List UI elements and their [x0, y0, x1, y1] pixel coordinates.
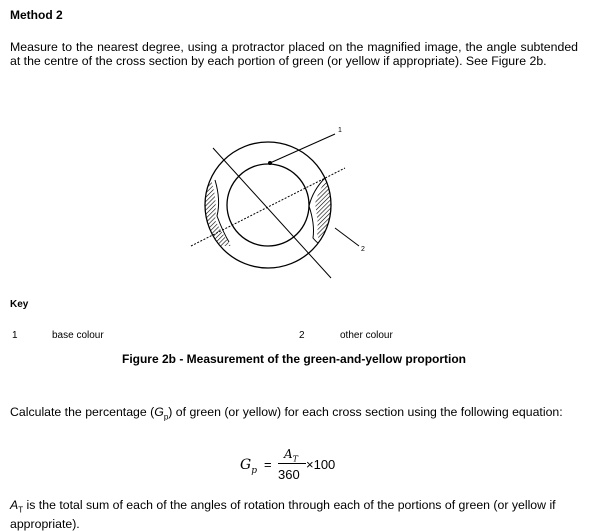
equation-numerator-subscript: T	[292, 454, 299, 464]
equation-equals: =	[264, 457, 272, 472]
key-heading: Key	[10, 299, 29, 310]
leader-line-2	[335, 228, 359, 246]
key-item-2-number: 2	[299, 330, 305, 341]
figure-label-2: 2	[361, 246, 365, 253]
calculation-paragraph	[10, 405, 578, 424]
para2-text-after: ) of green (or yellow) for each cross section using the following equation:	[168, 405, 563, 419]
para2-text-before: Calculate the percentage (	[10, 405, 155, 419]
equation-denominator: 360	[278, 467, 300, 482]
definition-paragraph	[10, 498, 578, 531]
para2-symbol: G	[154, 405, 164, 419]
equation-numerator	[284, 447, 298, 463]
outer-circle	[205, 142, 331, 268]
para2-symbol-subscript: p	[163, 412, 169, 422]
key-item-2-label: other colour	[340, 330, 393, 341]
instruction-paragraph: Measure to the nearest degree, using a protractor placed on the magnified image, the angle subtended at the centre of the cross section by each portion of green (or yellow if appropriate). See Figure 2b.	[10, 40, 578, 68]
key-item-1-number: 1	[12, 330, 18, 341]
section-heading: Method 2	[10, 8, 63, 22]
para3-text: is the total sum of each of the angles of rotation through each of the portions of green (or yellow if appropriate).	[10, 498, 556, 531]
equation-fraction-bar	[278, 463, 306, 464]
key-item-1-label: base colour	[52, 330, 104, 341]
equation-lhs	[240, 457, 257, 476]
equation-multiplier: ×100	[306, 457, 336, 472]
para3-symbol: A	[10, 498, 19, 512]
equation-lhs-subscript: p	[251, 465, 257, 476]
figure-caption: Figure 2b - Measurement of the green-and-yellow proportion	[121, 352, 467, 366]
leader-line-1	[270, 134, 335, 163]
diagonal-line-1	[213, 148, 331, 278]
equation-numerator-symbol: A	[284, 447, 293, 461]
cross-section-figure	[185, 120, 385, 290]
equation-lhs-symbol: G	[240, 457, 252, 473]
para3-symbol-subscript: T	[18, 505, 24, 515]
figure-label-1: 1	[338, 127, 342, 134]
hatched-segment-left	[195, 160, 231, 246]
